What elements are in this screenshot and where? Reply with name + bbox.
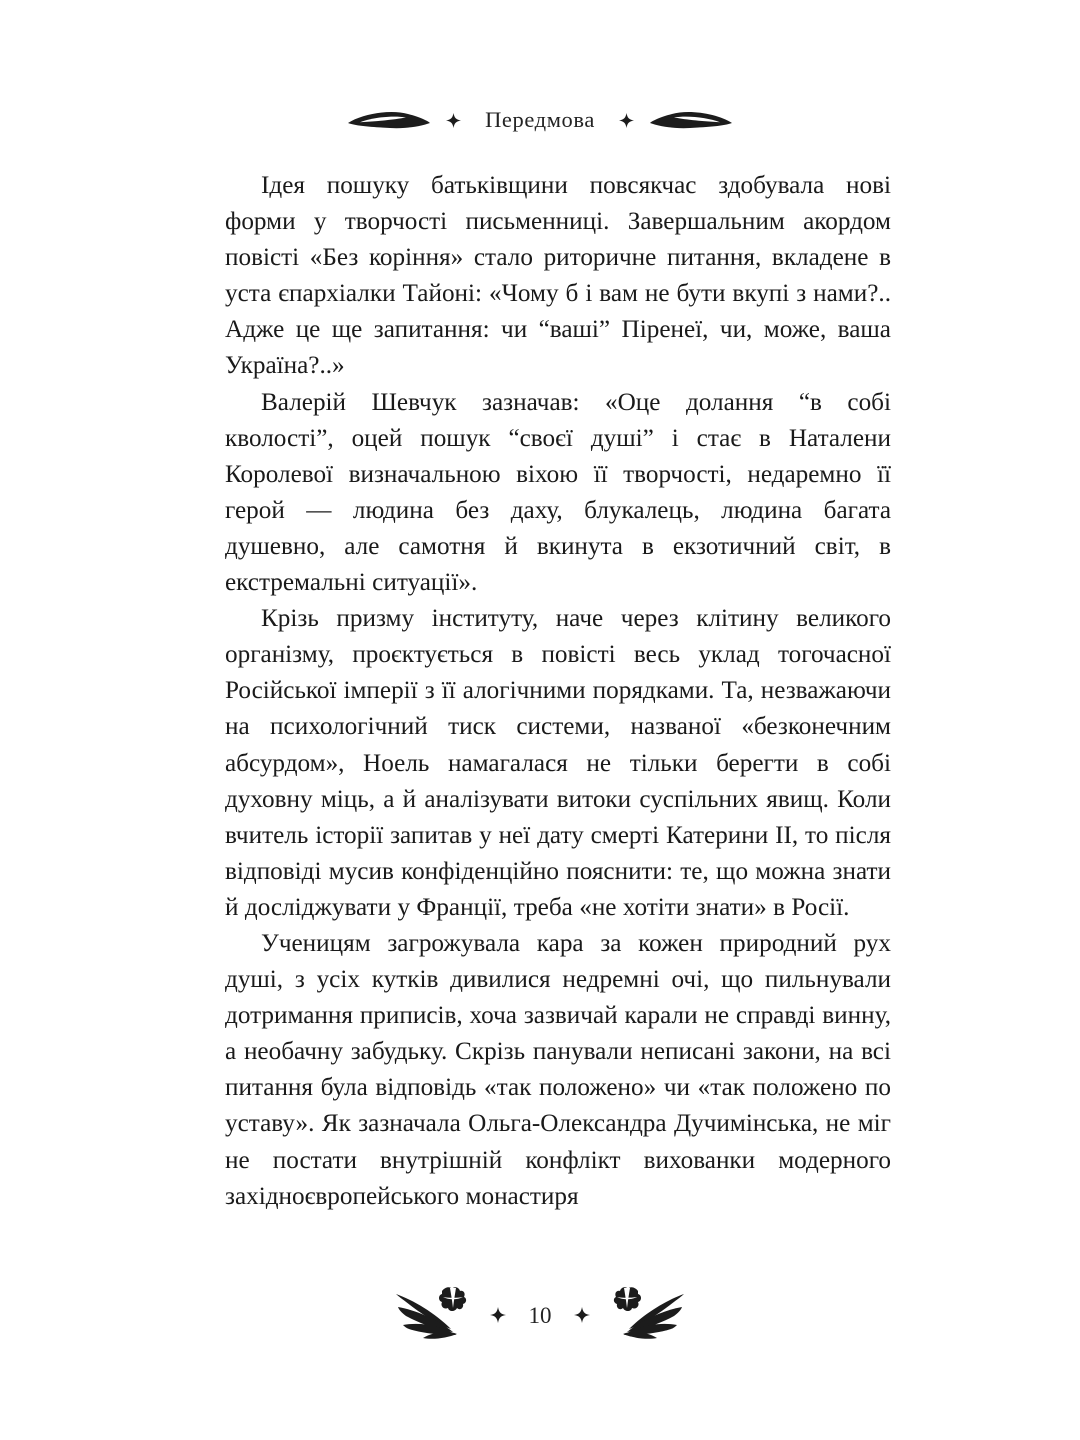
page-number: 10 xyxy=(528,1302,552,1328)
diamond-ornament-icon xyxy=(574,1307,590,1323)
leaf-ornament-icon xyxy=(648,108,734,132)
running-head-title: Передмова xyxy=(485,106,595,132)
paragraph: Валерій Шевчук зазначав: «Оце долання “в собі кволості”, оцей пошук “своєї душі” і стає в Наталени Королевої визначальною віхою її творчості, недаремно її герой — людина без даху, блукалець, людина багата душевно, але самотня й вкинута в екзотичний світ, в екстремальні ситуації». xyxy=(225,388,891,597)
floral-sprig-ornament-icon xyxy=(393,1285,473,1345)
diamond-ornament-icon xyxy=(619,113,634,128)
body-text-column xyxy=(225,168,891,1215)
paragraph: Ученицям загрожувала кара за кожен природний рух душі, з усіх кутків дивилися недремні очі, що пильнували дотримання приписів, хоча зазвичай карали не справді винну, а необачну забудьку. Скрізь панували неписані закони, на всі питання була відповідь «так положено» чи «так положено по уставу». Як зазначала Ольга-Олександра Дучимінська, не міг не постати внутрішній конфлікт вихованки модерного західноєвропейського монастиря xyxy=(225,929,891,1210)
leaf-ornament-icon xyxy=(346,108,432,132)
diamond-ornament-icon xyxy=(446,113,461,128)
running-head xyxy=(0,98,1080,142)
floral-sprig-ornament-icon xyxy=(607,1285,687,1345)
diamond-ornament-icon xyxy=(490,1307,506,1323)
page-footer xyxy=(0,1282,1080,1348)
paragraph: Крізь призму інституту, наче через клітину великого організму, проєктується в повісті весь уклад тогочасної Російської імперії з її алогічними порядками. Та, незважаючи на психологічний тиск системи, названої «безконечним абсурдом», Ноель намагалася не тільки берегти в собі духовну міць, а й аналізувати витоки суспільних явищ. Коли вчитель історії запитав у неї дату смерті Катерини II, то після відповіді мусив конфіденційно пояснити: те, що можна знати й досліджувати у Франції, треба «не хотіти знати» в Росії. xyxy=(225,605,891,921)
paragraph: Ідея пошуку батьківщини повсякчас здобувала нові форми у творчості письменниці. Завершальним акордом повісті «Без коріння» стало риторичне питання, вкладене в уста єпархіалки Тайоні: «Чому б і вам не бути вкупі з нами?.. Адже це ще запитання: чи “ваші” Піренеї, чи, може, ваша Україна?..» xyxy=(225,172,891,380)
